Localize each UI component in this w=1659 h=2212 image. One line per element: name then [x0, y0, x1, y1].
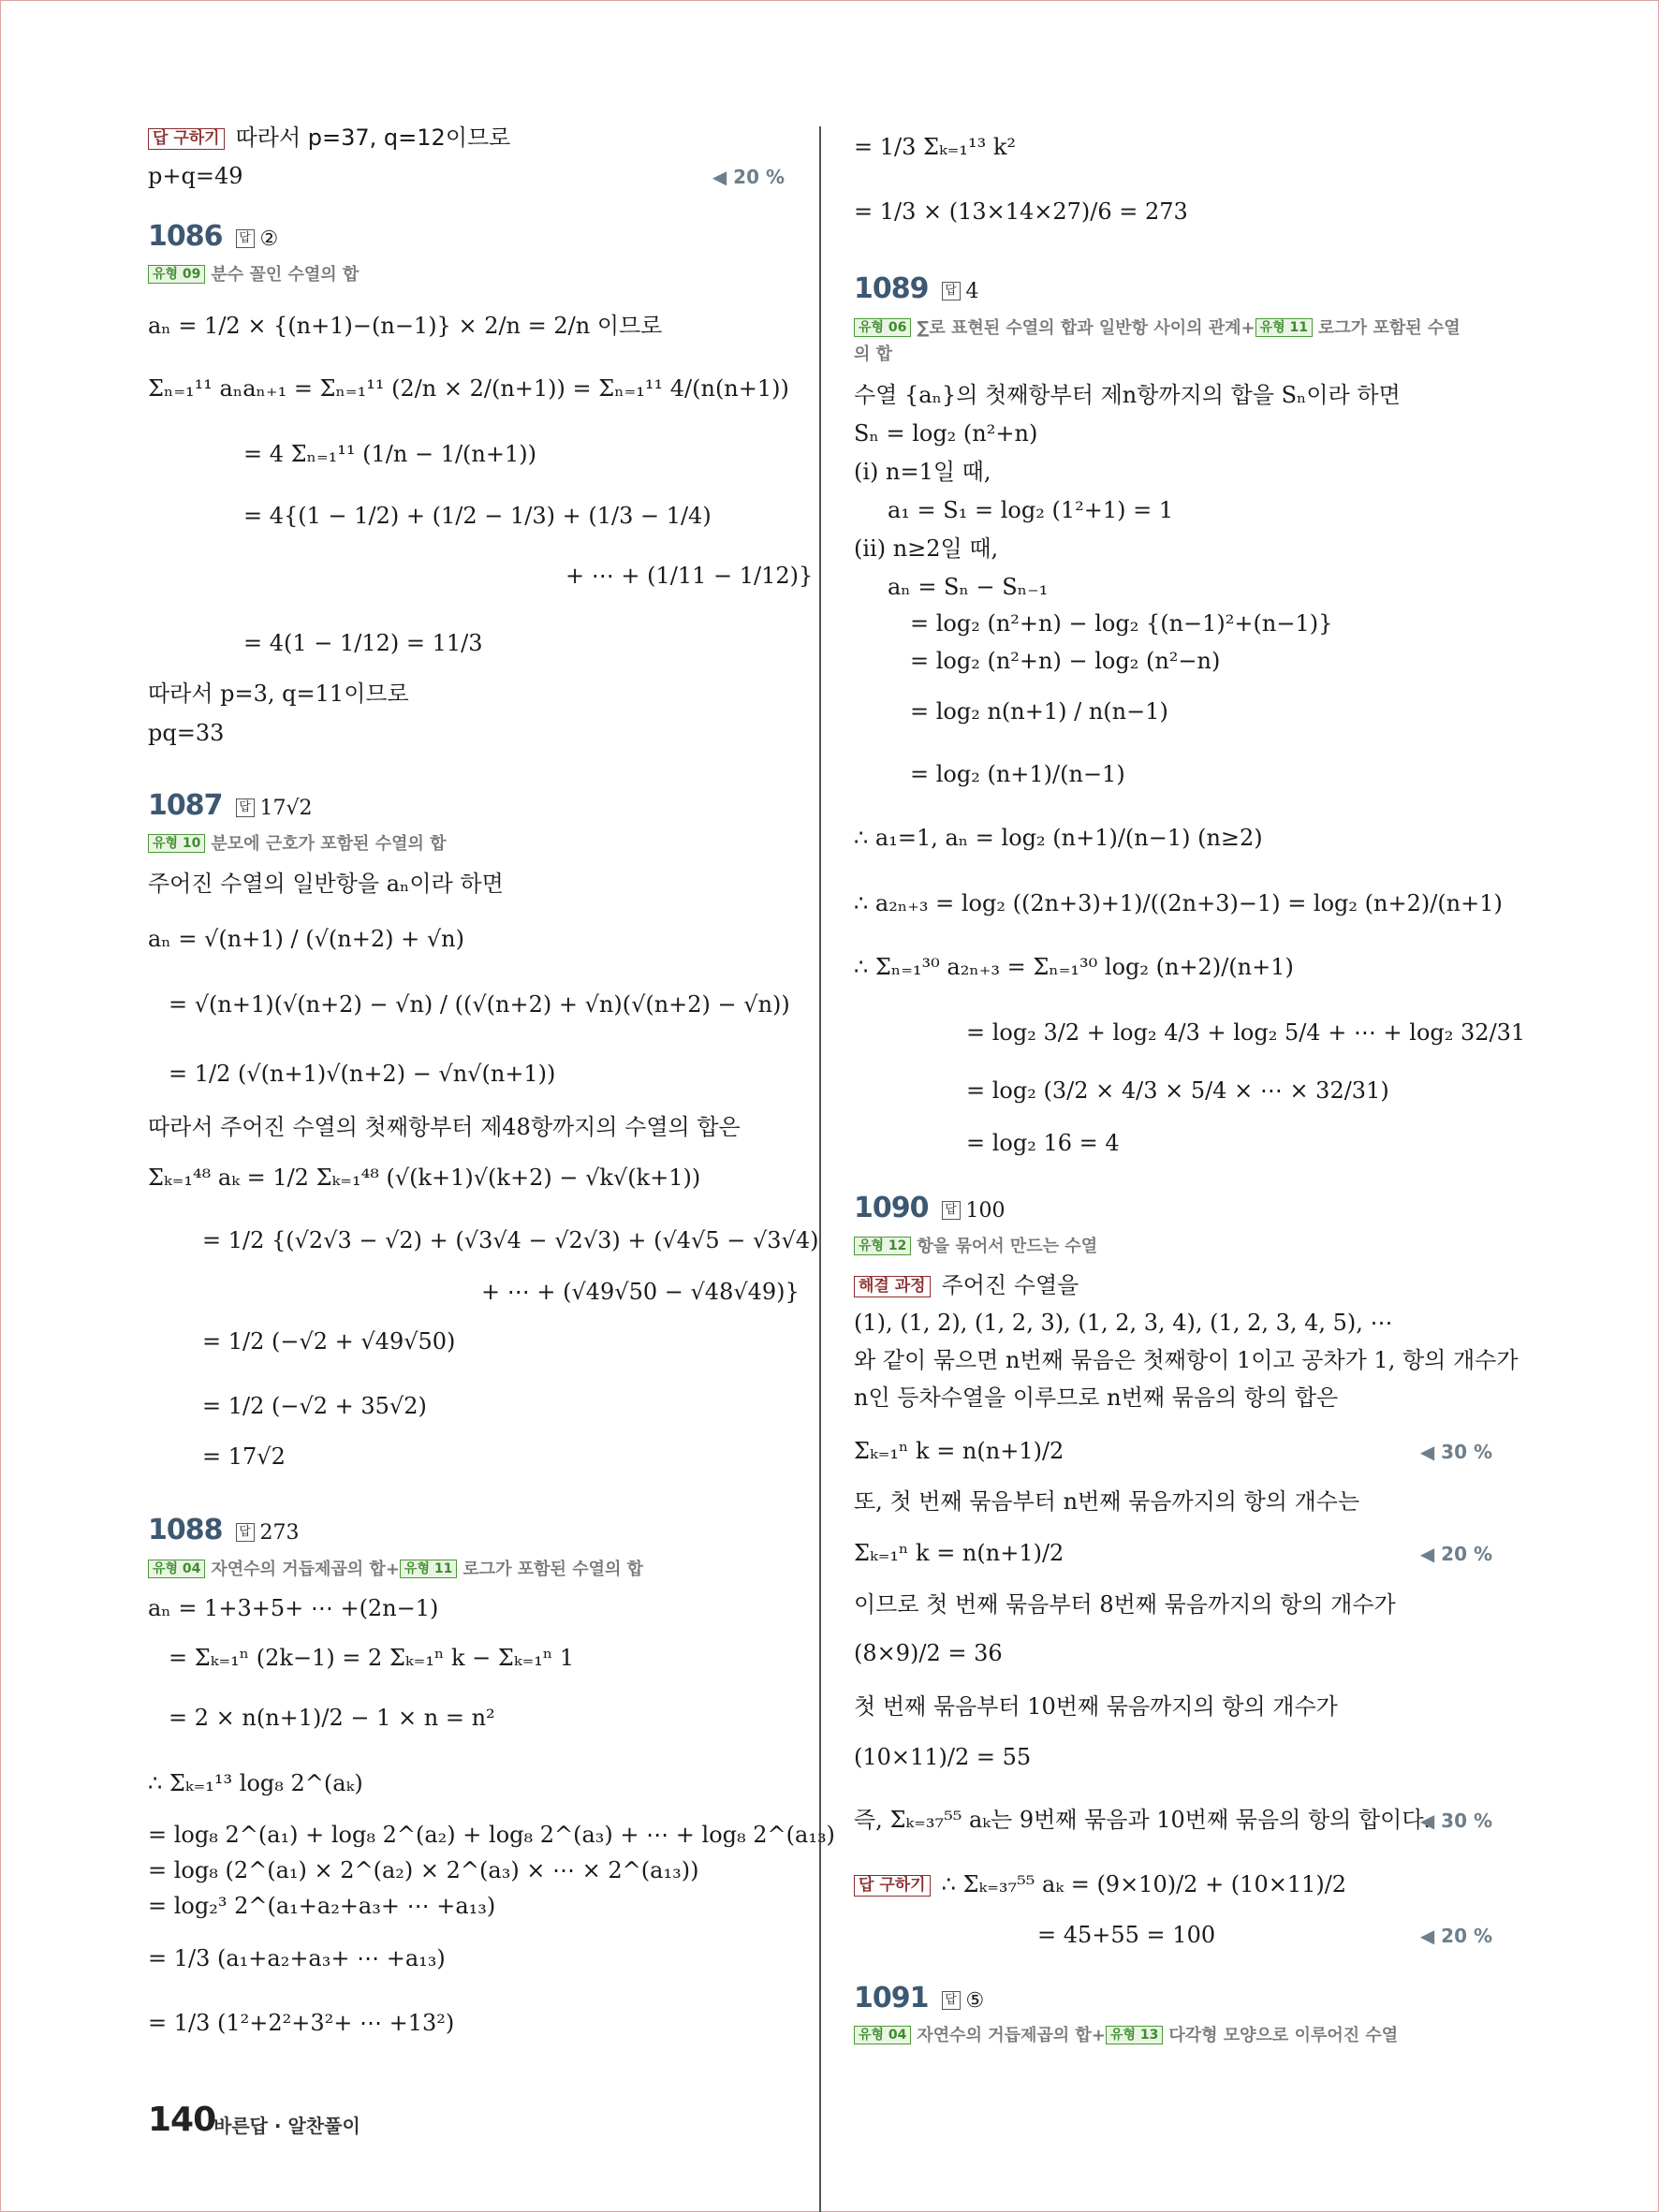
- solution-line: Σₙ₌₁¹¹ aₙaₙ₊₁ = Σₙ₌₁¹¹ (2/n × 2/(n+1)) = Σₙ₌₁¹¹ 4/(n(n+1)): [148, 375, 789, 402]
- top-result-line: p+q=49: [148, 163, 243, 189]
- answer-icon: 답: [236, 229, 255, 248]
- process-tag: 해결 과정: [854, 1276, 931, 1297]
- solution-line: 수열 {aₙ}의 첫째항부터 제n항까지의 합을 Sₙ이라 하면: [854, 382, 1401, 408]
- category-badge: 유형 10: [148, 834, 205, 853]
- solution-line: 와 같이 묶으면 n번째 묶음은 첫째항이 1이고 공차가 1, 항의 개수가: [854, 1347, 1519, 1373]
- solution-line: (1), (1, 2), (1, 2, 3), (1, 2, 3, 4), (1, 2, 3, 4, 5), ⋯: [854, 1310, 1393, 1336]
- footer-label: 바른답 · 알찬풀이: [213, 2115, 360, 2137]
- solution-line: 이므로 첫 번째 묶음부터 8번째 묶음까지의 항의 개수가: [854, 1591, 1396, 1618]
- solution-line: 따라서 p=3, q=11이므로: [148, 681, 409, 707]
- answer-icon: 답: [236, 798, 255, 817]
- process-line: 해결 과정 주어진 수열을: [854, 1271, 1079, 1299]
- solution-line: 첫 번째 묶음부터 10번째 묶음까지의 항의 개수가: [854, 1693, 1338, 1720]
- problem-header-1090: 1090 답 100: [854, 1192, 1006, 1224]
- answer-step-tag: 답 구하기: [854, 1875, 931, 1897]
- category-line: 유형 04 자연수의 거듭제곱의 합+ 유형 13 다각형 모양으로 이루어진 수열: [854, 2025, 1398, 2047]
- category-line: 유형 09 분수 꼴인 수열의 합: [148, 264, 359, 286]
- category-line: 유형 12 항을 묶어서 만드는 수열: [854, 1236, 1097, 1258]
- solution-line: = log₂ 3/2 + log₂ 4/3 + log₂ 5/4 + ⋯ + log₂ 32/31: [966, 1019, 1526, 1046]
- solution-line: = log₂ (3/2 × 4/3 × 5/4 × ⋯ × 32/31): [966, 1077, 1389, 1104]
- solution-line: = 1/2 (−√2 + √49√50): [202, 1328, 456, 1355]
- problem-header-1086: 1086 답 ②: [148, 220, 279, 253]
- page-number: 140: [148, 2101, 216, 2139]
- score-percent: ◀ 20 %: [712, 166, 785, 188]
- solution-line: = 1/3 (a₁+a₂+a₃+ ⋯ +a₁₃): [148, 1945, 446, 1971]
- solution-line: Σₖ₌₁ⁿ k = n(n+1)/2: [854, 1540, 1064, 1566]
- category-badge: 유형 06: [854, 318, 911, 337]
- category-badge: 유형 04: [148, 1560, 205, 1578]
- solution-line: ∴ Σₙ₌₁³⁰ a₂ₙ₊₃ = Σₙ₌₁³⁰ log₂ (n+2)/(n+1): [854, 954, 1294, 980]
- solution-line: = log₈ (2^(a₁) × 2^(a₂) × 2^(a₃) × ⋯ × 2^(a₁₃)): [148, 1857, 699, 1883]
- category-badge: 유형 11: [400, 1560, 457, 1578]
- answer-icon: 답: [942, 1991, 961, 2010]
- category-line-cont: 의 합: [854, 344, 893, 364]
- category-line: 유형 06 ∑로 표현된 수열의 합과 일반항 사이의 관계+ 유형 11 로그가 포함된 수열: [854, 317, 1461, 340]
- solution-line: 주어진 수열의 일반항을 aₙ이라 하면: [148, 871, 504, 897]
- solution-line: = 1/2 {(√2√3 − √2) + (√3√4 − √2√3) + (√4√5 − √3√4): [202, 1227, 819, 1253]
- solution-line: = log₂ 16 = 4: [966, 1130, 1120, 1156]
- solution-line: = Σₖ₌₁ⁿ (2k−1) = 2 Σₖ₌₁ⁿ k − Σₖ₌₁ⁿ 1: [169, 1645, 575, 1671]
- category-line: 유형 10 분모에 근호가 포함된 수열의 합: [148, 833, 447, 856]
- solution-line: = log₂ (n+1)/(n−1): [910, 761, 1125, 787]
- solution-line: Σₖ₌₁⁴⁸ aₖ = 1/2 Σₖ₌₁⁴⁸ (√(k+1)√(k+2) − √k√(k+1)): [148, 1165, 701, 1191]
- category-badge: 유형 11: [1255, 318, 1313, 337]
- solution-line: = 1/3 (1²+2²+3²+ ⋯ +13²): [148, 2010, 455, 2036]
- solution-line: aₙ = √(n+1) / (√(n+2) + √n): [148, 926, 464, 952]
- solution-line: (i) n=1일 때,: [854, 459, 991, 485]
- solution-line: 즉, Σₖ₌₃₇⁵⁵ aₖ는 9번째 묶음과 10번째 묶음의 항의 합이다.: [854, 1807, 1431, 1833]
- solution-line: = 2 × n(n+1)/2 − 1 × n = n²: [169, 1705, 495, 1731]
- column-divider: [819, 126, 821, 2212]
- category-line: 유형 04 자연수의 거듭제곱의 합+ 유형 11 로그가 포함된 수열의 합: [148, 1559, 643, 1581]
- category-badge: 유형 09: [148, 265, 205, 284]
- problem-header-1089: 1089 답 4: [854, 272, 979, 305]
- solution-line: = 1/3 × (13×14×27)/6 = 273: [854, 198, 1188, 225]
- solution-line: = 45+55 = 100: [1037, 1922, 1216, 1948]
- top-answer-line: 답 구하기 따라서 p=37, q=12이므로: [148, 124, 510, 152]
- solution-line: (ii) n≥2일 때,: [854, 535, 999, 562]
- solution-line: 또, 첫 번째 묶음부터 n번째 묶음까지의 항의 개수는: [854, 1488, 1360, 1515]
- solution-line: ∴ Σₖ₌₁¹³ log₈ 2^(aₖ): [148, 1770, 363, 1796]
- solution-line: = log₂ (n²+n) − log₂ {(n−1)²+(n−1)}: [910, 610, 1333, 637]
- category-badge: 유형 13: [1106, 2026, 1163, 2044]
- answer-icon: 답: [942, 1201, 961, 1220]
- solution-line: pq=33: [148, 720, 225, 746]
- solution-line: (8×9)/2 = 36: [854, 1640, 1003, 1666]
- score-percent: ◀ 30 %: [1419, 1441, 1492, 1463]
- solution-line: 따라서 주어진 수열의 첫째항부터 제48항까지의 수열의 합은: [148, 1114, 741, 1140]
- solution-line: = 4 Σₙ₌₁¹¹ (1/n − 1/(n+1)): [243, 441, 536, 467]
- score-percent: ◀ 30 %: [1419, 1809, 1492, 1832]
- solution-line: aₙ = 1/2 × {(n+1)−(n−1)} × 2/n = 2/n 이므로: [148, 313, 663, 339]
- problem-header-1091: 1091 답 ⑤: [854, 1982, 985, 2014]
- answer-icon: 답: [236, 1523, 255, 1542]
- problem-header-1088: 1088 답 273: [148, 1514, 300, 1546]
- solution-line: (10×11)/2 = 55: [854, 1744, 1032, 1770]
- solution-line: aₙ = Sₙ − Sₙ₋₁: [888, 574, 1049, 600]
- answer-step-tag: 답 구하기: [148, 128, 225, 150]
- solution-line: = 17√2: [202, 1443, 286, 1470]
- answer-step-line: 답 구하기 ∴ Σₖ₌₃₇⁵⁵ aₖ = (9×10)/2 + (10×11)/2: [854, 1870, 1346, 1898]
- solution-line: = log₂³ 2^(a₁+a₂+a₃+ ⋯ +a₁₃): [148, 1893, 496, 1919]
- problem-header-1087: 1087 답 17√2: [148, 789, 313, 822]
- solution-line: = √(n+1)(√(n+2) − √n) / ((√(n+2) + √n)(√(n+2) − √n)): [169, 991, 790, 1018]
- solution-line: aₙ = 1+3+5+ ⋯ +(2n−1): [148, 1595, 439, 1621]
- solution-line: = 1/2 (√(n+1)√(n+2) − √n√(n+1)): [169, 1061, 556, 1087]
- solution-line: n인 등차수열을 이루므로 n번째 묶음의 항의 합은: [854, 1384, 1339, 1411]
- solution-line: = log₂ (n²+n) − log₂ (n²−n): [910, 648, 1221, 674]
- solution-line: = log₈ 2^(a₁) + log₈ 2^(a₂) + log₈ 2^(a₃) + ⋯ + log₈ 2^(a₁₃): [148, 1822, 835, 1848]
- solution-line: = 4(1 − 1/12) = 11/3: [243, 630, 483, 656]
- category-badge: 유형 12: [854, 1237, 911, 1255]
- solution-line: = log₂ n(n+1) / n(n−1): [910, 698, 1168, 725]
- solution-line: = 4{(1 − 1/2) + (1/2 − 1/3) + (1/3 − 1/4): [243, 503, 712, 529]
- solution-line: ∴ a₁=1, aₙ = log₂ (n+1)/(n−1) (n≥2): [854, 825, 1263, 851]
- solution-line: = 1/3 Σₖ₌₁¹³ k²: [854, 134, 1017, 160]
- score-percent: ◀ 20 %: [1419, 1543, 1492, 1565]
- solution-line: + ⋯ + (1/11 − 1/12)}: [565, 563, 814, 589]
- solution-line: = 1/2 (−√2 + 35√2): [202, 1393, 427, 1419]
- solution-line: a₁ = S₁ = log₂ (1²+1) = 1: [888, 497, 1174, 523]
- score-percent: ◀ 20 %: [1419, 1925, 1492, 1947]
- answer-icon: 답: [942, 282, 961, 300]
- solution-line: ∴ a₂ₙ₊₃ = log₂ ((2n+3)+1)/((2n+3)−1) = log₂ (n+2)/(n+1): [854, 890, 1503, 916]
- solution-line: + ⋯ + (√49√50 − √48√49)}: [481, 1279, 800, 1305]
- category-badge: 유형 04: [854, 2026, 911, 2044]
- solution-line: Σₖ₌₁ⁿ k = n(n+1)/2: [854, 1438, 1064, 1464]
- solution-line: Sₙ = log₂ (n²+n): [854, 420, 1038, 447]
